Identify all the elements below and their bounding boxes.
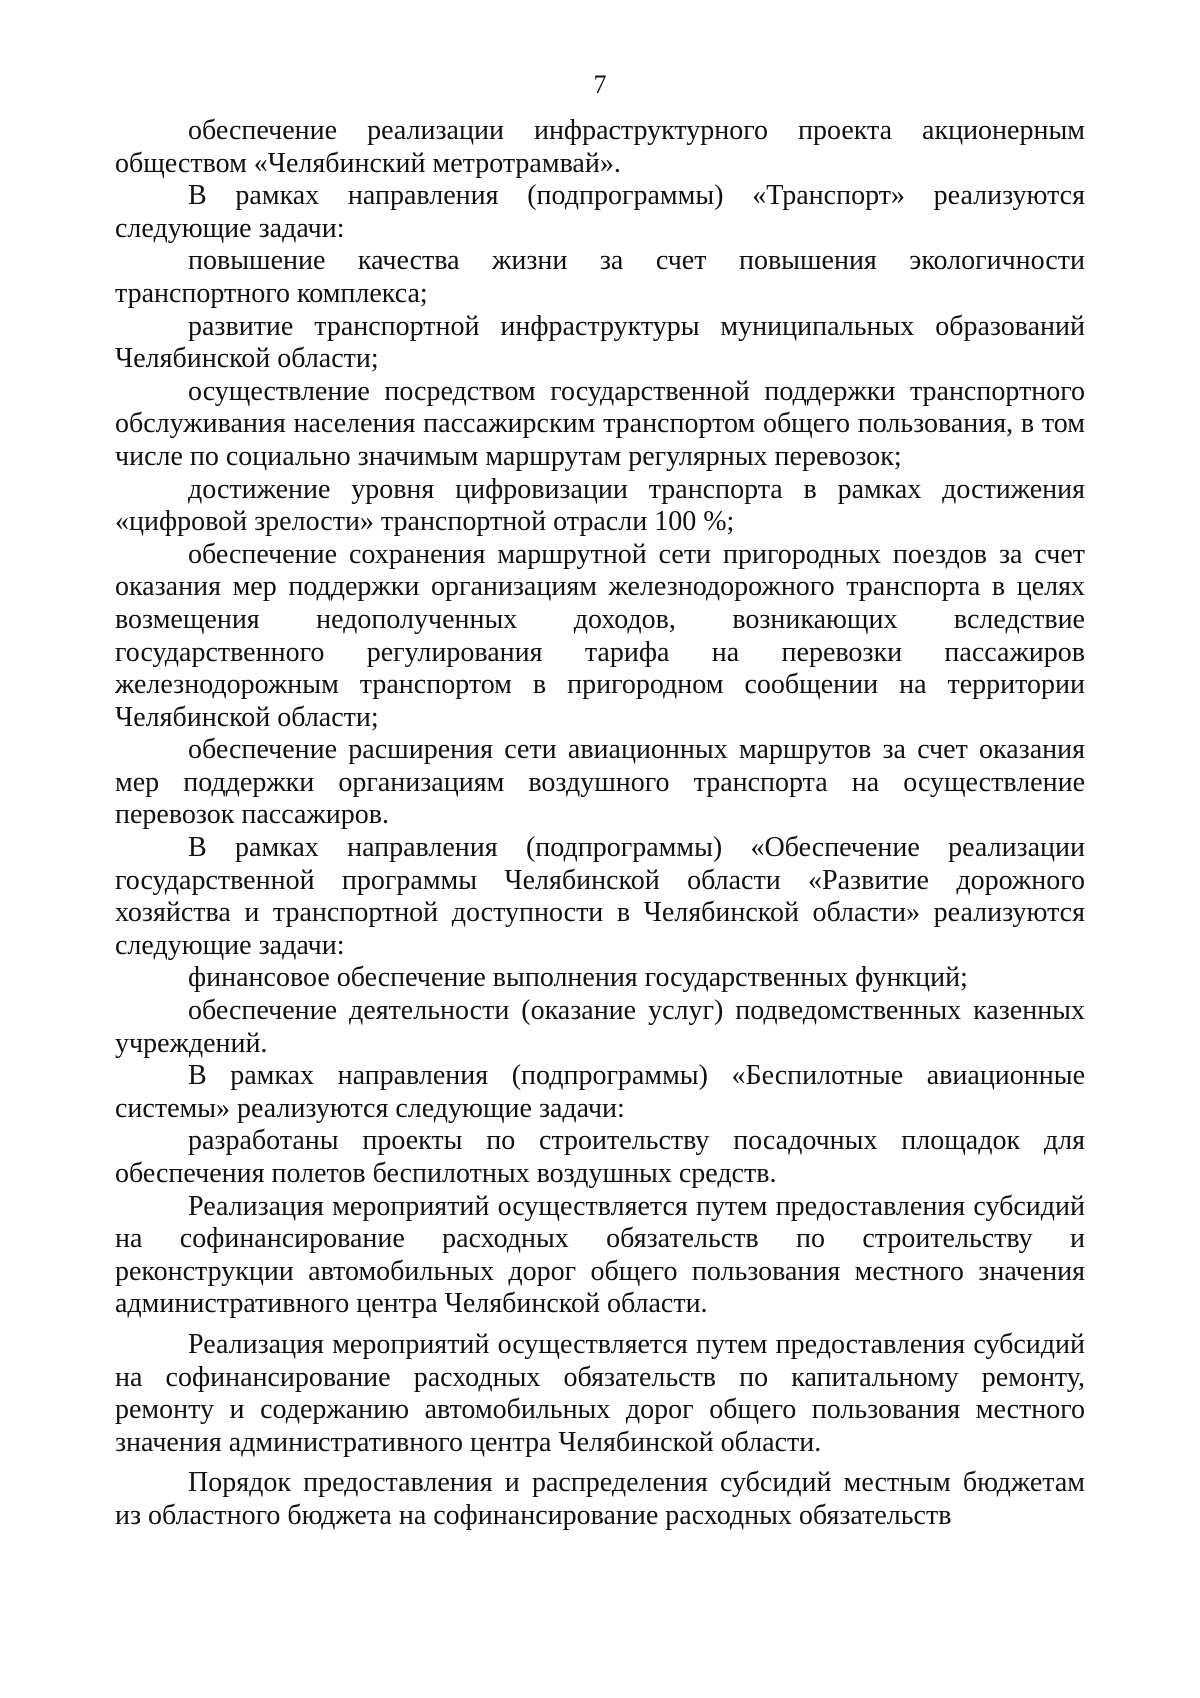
paragraph-repair-subsidies: Реализация мероприятий осуществляется путем предоставления субсидий на софинансирование расходных обязательств по капитальному ремонту, ремонту и содержанию автомобильных дорог общего пользования местного значения административного центра Челябинской области. (115, 1328, 1085, 1458)
paragraph-digitalization: достижение уровня цифровизации транспорта в рамках достижения «цифровой зрелости» транспортной отрасли 100 %; (115, 473, 1085, 538)
paragraph-landing-sites: разработаны проекты по строительству посадочных площадок для обеспечения полетов беспилотных воздушных средств. (115, 1125, 1085, 1189)
paragraph-drones-intro: В рамках направления (подпрограммы) «Беспилотные авиационные системы» реализуются следующие задачи: (115, 1060, 1085, 1124)
paragraph-suburban-trains: обеспечение сохранения маршрутной сети пригородных поездов за счет оказания мер поддержки организациям железнодорожного транспорта в целях возмещения недополученных доходов, возникающих вследствие государственного регулирования тарифа на перевозки пассажиров железнодорожным транспортом в пригородном сообщении на территории Челябинской области; (115, 538, 1085, 733)
document-body (115, 115, 1085, 1533)
paragraph-aviation-routes: обеспечение расширения сети авиационных маршрутов за счет оказания мер поддержки организациям воздушного транспорта на осуществление перевозок пассажиров. (115, 734, 1085, 831)
paragraph-passenger-service: осуществление посредством государственной поддержки транспортного обслуживания населения пассажирским транспортом общего пользования, в том числе по социально значимым маршрутам регулярных перевозок; (115, 375, 1085, 472)
paragraph-metrotram: обеспечение реализации инфраструктурного проекта акционерным обществом «Челябинский метротрамвай». (115, 115, 1085, 179)
page-number: 7 (593, 70, 607, 99)
paragraph-institutions: обеспечение деятельности (оказание услуг) подведомственных казенных учреждений. (115, 995, 1085, 1059)
paragraph-construction-subsidies: Реализация мероприятий осуществляется путем предоставления субсидий на софинансирование расходных обязательств по строительству и реконструкции автомобильных дорог общего пользования местного значения административного центра Челябинской области. (115, 1190, 1085, 1320)
paragraph-infrastructure: развитие транспортной инфраструктуры муниципальных образований Челябинской области; (115, 310, 1085, 375)
paragraph-subsidy-procedure: Порядок предоставления и распределения субсидий местным бюджетам из областного бюджета на софинансирование расходных обязательств (115, 1467, 1085, 1531)
paragraph-ecology: повышение качества жизни за счет повышения экологичности транспортного комплекса; (115, 245, 1085, 309)
paragraph-transport-intro: В рамках направления (подпрограммы) «Транспорт» реализуются следующие задачи: (115, 180, 1085, 244)
paragraph-program-support-intro: В рамках направления (подпрограммы) «Обеспечение реализации государственной программы Челябинской области «Развитие дорожного хозяйства и транспортной доступности в Челябинской области» реализуются следующие задачи: (115, 832, 1085, 961)
paragraph-state-functions: финансовое обеспечение выполнения государственных функций; (188, 962, 968, 994)
